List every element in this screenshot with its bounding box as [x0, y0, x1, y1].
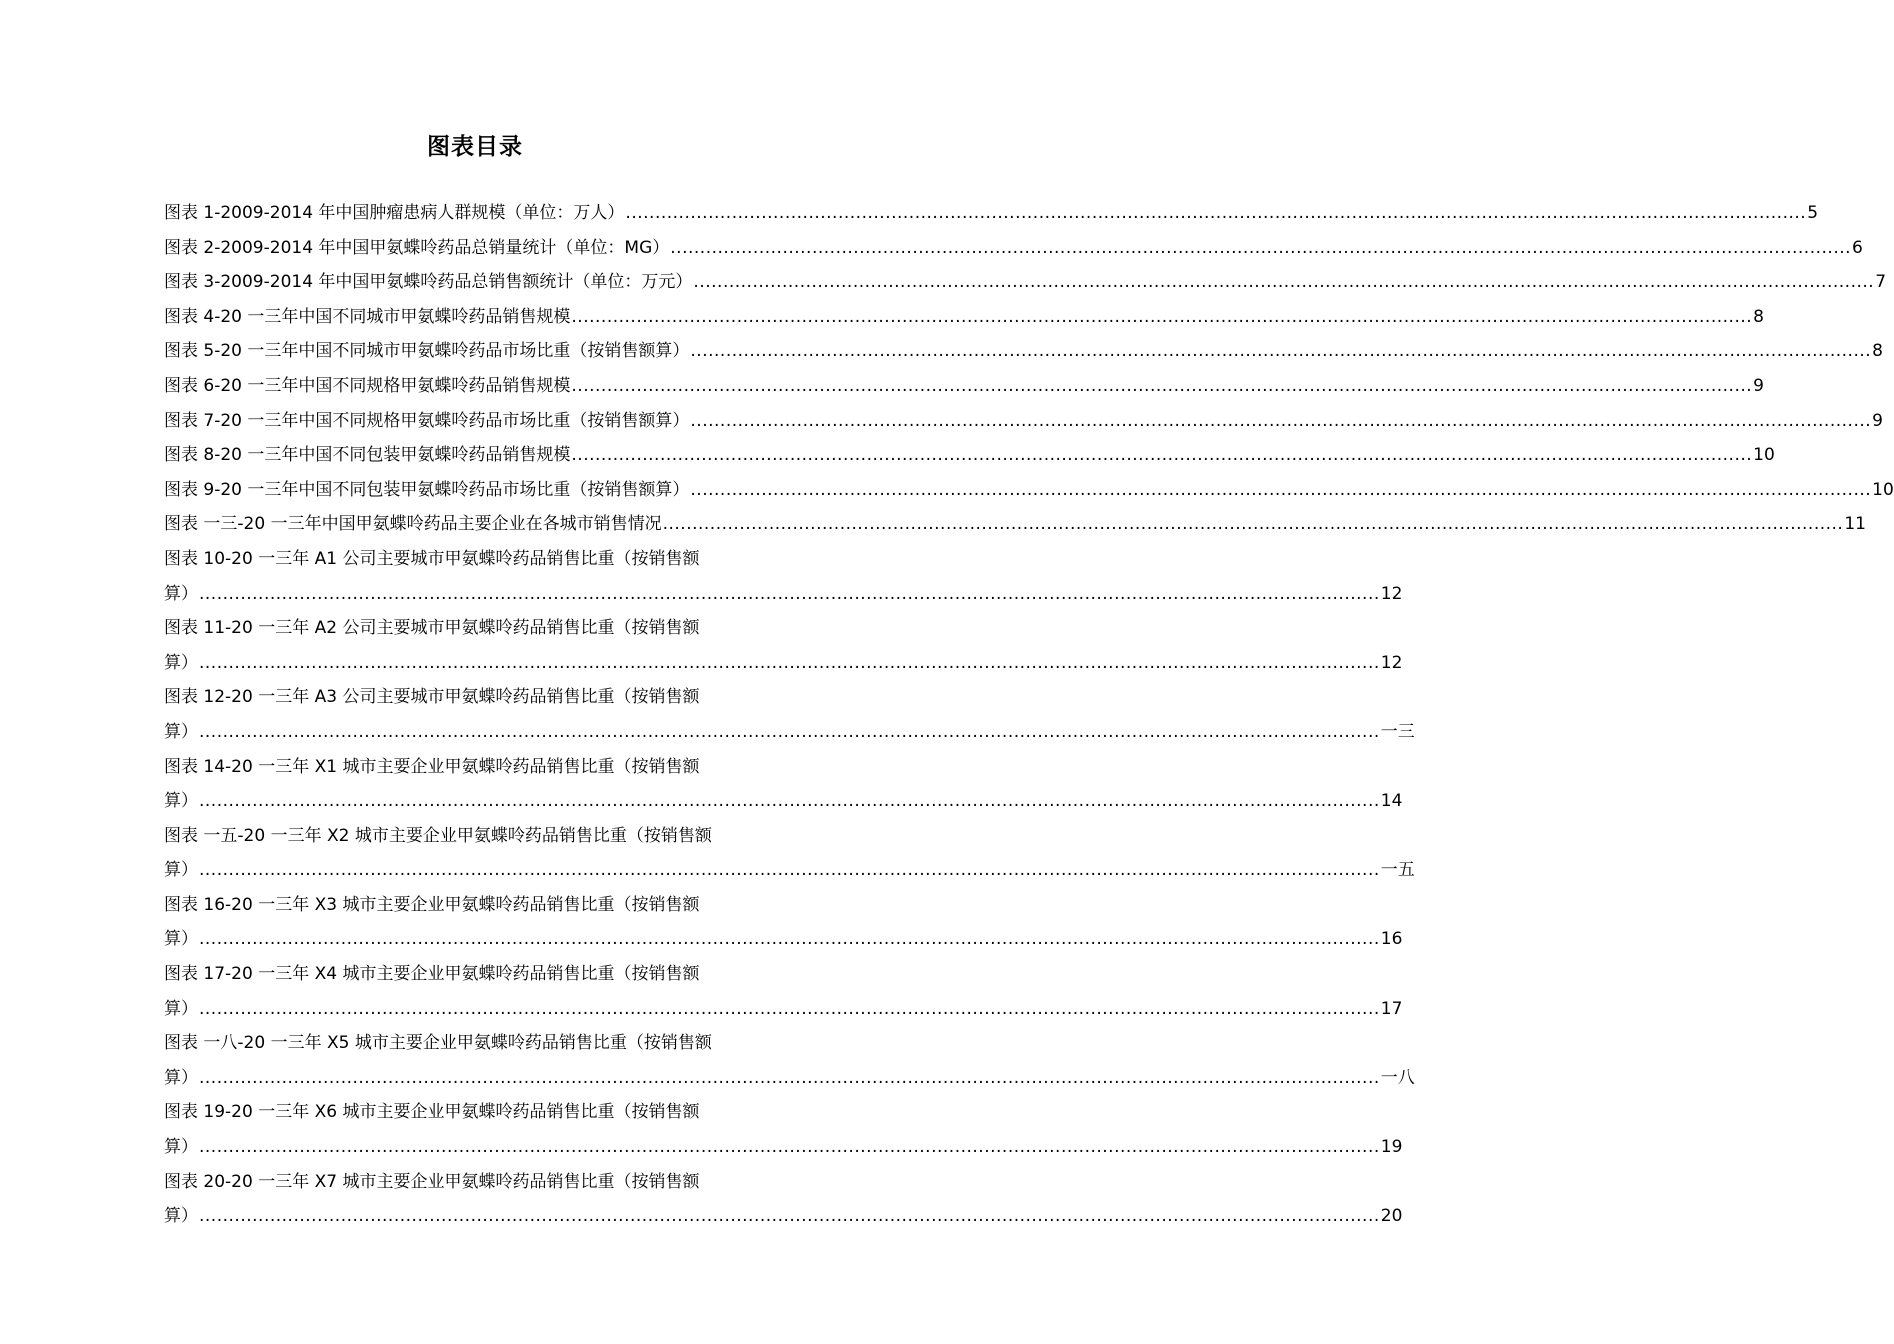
toc-page-number: 19	[1380, 1137, 1403, 1158]
dot-leader: ........................................................................................................................................................................................................	[662, 514, 1844, 535]
toc-entry-text: 图表 12-20 一三年 A3 公司主要城市甲氨蝶呤药品销售比重（按销售额	[164, 687, 700, 708]
toc-entry-continuation: 算）	[164, 721, 198, 742]
toc-entry-text: 图表 6-20 一三年中国不同规格甲氨蝶呤药品销售规模	[164, 375, 571, 396]
toc-entry-text: 图表 一五-20 一三年 X2 城市主要企业甲氨蝶呤药品销售比重（按销售额	[164, 825, 712, 846]
dot-leader: ........................................................................................................................................................................................................	[199, 721, 1380, 742]
toc-entry-continuation: 算）	[164, 583, 198, 604]
toc-page-number: 9	[1753, 375, 1764, 396]
toc-page-number: 一三	[1380, 721, 1415, 742]
toc-entry[interactable]	[164, 196, 1819, 231]
dot-leader: ........................................................................................................................................................................................................	[199, 583, 1380, 604]
toc-page-number: 11	[1844, 514, 1866, 535]
dot-leader: ........................................................................................................................................................................................................	[571, 445, 1753, 466]
toc-page-number: 5	[1807, 203, 1819, 223]
dot-leader: ........................................................................................................................................................................................................	[571, 306, 1753, 327]
dot-leader: ........................................................................................................................................................................................................	[199, 929, 1380, 950]
toc-entry-text: 图表 14-20 一三年 X1 城市主要企业甲氨蝶呤药品销售比重（按销售额	[164, 756, 700, 777]
toc-entry-continuation: 算）	[164, 1067, 198, 1088]
toc-page-number: 一五	[1380, 860, 1415, 881]
toc-entry[interactable]	[164, 369, 1764, 404]
toc-page-number: 16	[1380, 929, 1403, 950]
toc-entry-text: 图表 19-20 一三年 X6 城市主要企业甲氨蝶呤药品销售比重（按销售额	[164, 1102, 700, 1123]
toc-entry-continuation: 算）	[164, 652, 198, 673]
toc-entry-continuation: 算）	[164, 1206, 198, 1227]
page-title: 图表目录	[427, 134, 523, 160]
toc-entry-continuation: 算）	[164, 791, 198, 812]
toc-entry-wrapped[interactable]	[164, 542, 1403, 611]
dot-leader: ........................................................................................................................................................................................................	[625, 203, 1807, 223]
dot-leader: ........................................................................................................................................................................................................	[199, 998, 1380, 1019]
toc-entry-text: 图表 17-20 一三年 X4 城市主要企业甲氨蝶呤药品销售比重（按销售额	[164, 964, 700, 985]
dot-leader: ........................................................................................................................................................................................................	[571, 375, 1753, 396]
toc-entry[interactable]	[164, 334, 1883, 369]
toc-page-number: 12	[1380, 583, 1403, 604]
toc-entry-text: 图表 3-2009-2014 年中国甲氨蝶呤药品总销售额统计（单位：万元）	[164, 272, 693, 293]
toc-entry-wrapped[interactable]	[164, 1165, 1403, 1234]
toc-entry-text: 图表 7-20 一三年中国不同规格甲氨蝶呤药品市场比重（按销售额算）	[164, 410, 690, 431]
dot-leader: ........................................................................................................................................................................................................	[199, 791, 1380, 812]
toc-entry-text: 图表 20-20 一三年 X7 城市主要企业甲氨蝶呤药品销售比重（按销售额	[164, 1171, 700, 1192]
dot-leader: ........................................................................................................................................................................................................	[690, 341, 1872, 362]
toc-entry-text: 图表 4-20 一三年中国不同城市甲氨蝶呤药品销售规模	[164, 306, 571, 327]
toc-entry[interactable]	[164, 265, 1887, 300]
toc-entry-wrapped[interactable]	[164, 680, 1415, 749]
toc-entry-wrapped[interactable]	[164, 1095, 1403, 1164]
dot-leader: ........................................................................................................................................................................................................	[690, 479, 1872, 500]
toc-entry[interactable]	[164, 404, 1883, 439]
toc-page-number: 12	[1380, 652, 1403, 673]
table-of-figures	[164, 196, 1894, 1234]
dot-leader: ........................................................................................................................................................................................................	[199, 1206, 1380, 1227]
toc-entry-continuation: 算）	[164, 1137, 198, 1158]
toc-page-number: 8	[1872, 341, 1883, 362]
toc-entry-wrapped[interactable]	[164, 819, 1415, 888]
dot-leader: ........................................................................................................................................................................................................	[199, 652, 1380, 673]
toc-entry-text: 图表 5-20 一三年中国不同城市甲氨蝶呤药品市场比重（按销售额算）	[164, 341, 690, 362]
toc-entry-wrapped[interactable]	[164, 611, 1403, 680]
toc-page-number: 14	[1380, 791, 1403, 812]
dot-leader: ........................................................................................................................................................................................................	[199, 1067, 1380, 1088]
toc-page-number: 17	[1380, 998, 1403, 1019]
toc-entry-wrapped[interactable]	[164, 957, 1403, 1026]
dot-leader: ........................................................................................................................................................................................................	[199, 860, 1380, 881]
toc-entry-continuation: 算）	[164, 860, 198, 881]
toc-entry-text: 图表 一三-20 一三年中国甲氨蝶呤药品主要企业在各城市销售情况	[164, 514, 662, 535]
toc-entry-text: 图表 9-20 一三年中国不同包装甲氨蝶呤药品市场比重（按销售额算）	[164, 479, 690, 500]
toc-entry[interactable]	[164, 300, 1764, 335]
toc-entry[interactable]	[164, 438, 1775, 473]
toc-entry[interactable]	[164, 473, 1894, 508]
dot-leader: ........................................................................................................................................................................................................	[690, 410, 1872, 431]
toc-entry-text: 图表 11-20 一三年 A2 公司主要城市甲氨蝶呤药品销售比重（按销售额	[164, 618, 700, 639]
dot-leader: ........................................................................................................................................................................................................	[693, 272, 1875, 293]
toc-entry-text: 图表 8-20 一三年中国不同包装甲氨蝶呤药品销售规模	[164, 445, 571, 466]
toc-entry-text: 图表 10-20 一三年 A1 公司主要城市甲氨蝶呤药品销售比重（按销售额	[164, 548, 700, 569]
toc-entry-continuation: 算）	[164, 998, 198, 1019]
toc-entry-continuation: 算）	[164, 929, 198, 950]
toc-entry[interactable]	[164, 231, 1863, 266]
toc-entry-text: 图表 1-2009-2014 年中国肿瘤患病人群规模（单位：万人）	[164, 203, 625, 223]
dot-leader: ........................................................................................................................................................................................................	[670, 237, 1852, 258]
toc-page-number: 9	[1872, 410, 1883, 431]
toc-entry-wrapped[interactable]	[164, 888, 1403, 957]
toc-page-number: 一八	[1380, 1067, 1415, 1088]
toc-page-number: 8	[1753, 306, 1764, 327]
toc-page-number: 10	[1753, 445, 1775, 466]
toc-page-number: 10	[1872, 479, 1894, 500]
dot-leader: ........................................................................................................................................................................................................	[199, 1137, 1380, 1158]
toc-page-number: 7	[1875, 272, 1887, 293]
toc-entry-wrapped[interactable]	[164, 750, 1403, 819]
toc-entry-text: 图表 一八-20 一三年 X5 城市主要企业甲氨蝶呤药品销售比重（按销售额	[164, 1033, 712, 1054]
toc-entry-text: 图表 2-2009-2014 年中国甲氨蝶呤药品总销量统计（单位：MG）	[164, 237, 670, 258]
toc-entry[interactable]	[164, 507, 1866, 542]
toc-page-number: 20	[1380, 1206, 1403, 1227]
toc-entry-wrapped[interactable]	[164, 1026, 1415, 1095]
toc-entry-text: 图表 16-20 一三年 X3 城市主要企业甲氨蝶呤药品销售比重（按销售额	[164, 894, 700, 915]
toc-page-number: 6	[1852, 237, 1863, 258]
